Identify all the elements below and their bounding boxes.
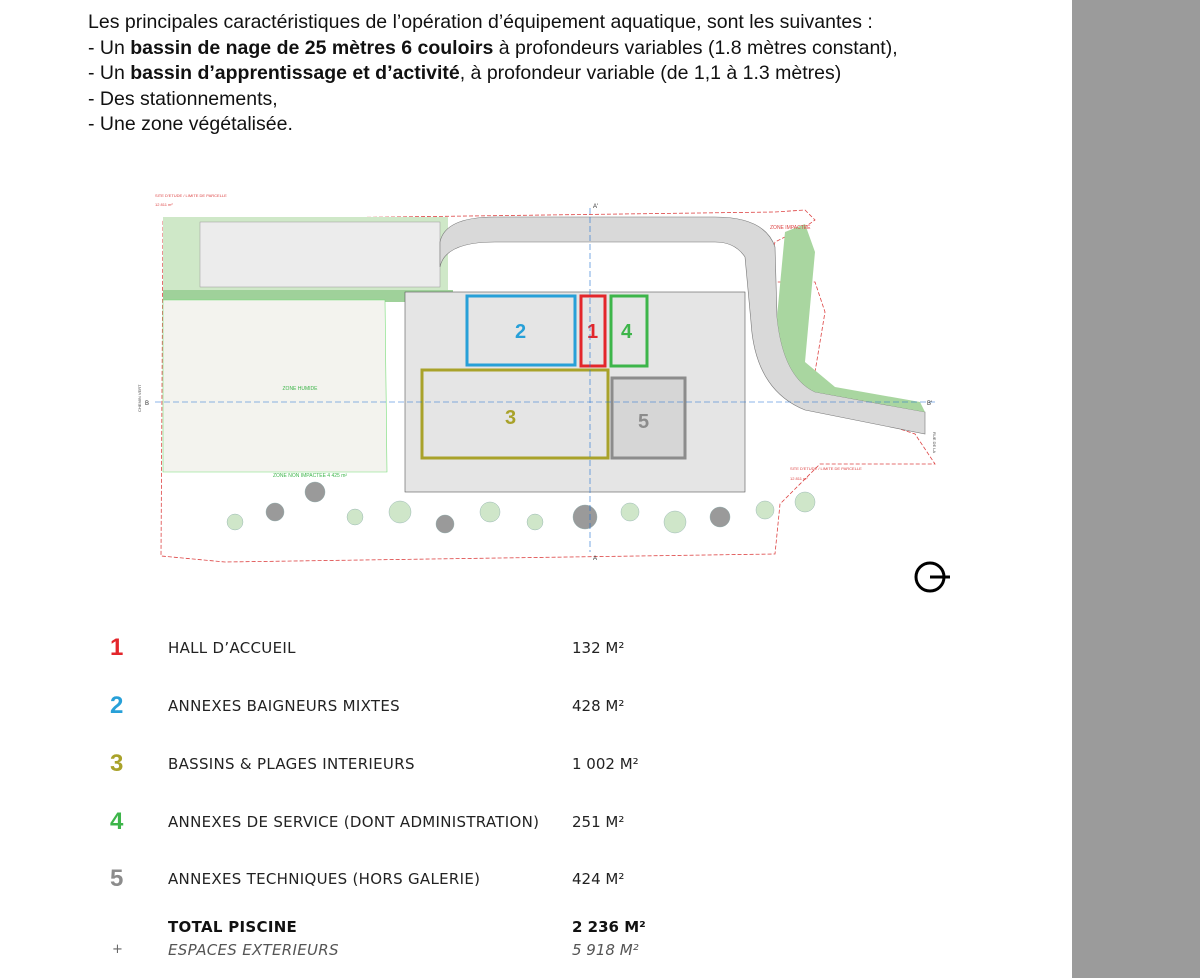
tree-icon bbox=[227, 514, 243, 530]
tree-icon bbox=[436, 515, 454, 533]
tree-icon bbox=[389, 501, 411, 523]
legend-label-5: ANNEXES TECHNIQUES (HORS GALERIE) bbox=[168, 870, 481, 888]
legend-row-1 bbox=[0, 633, 1000, 663]
parking-lot bbox=[200, 222, 440, 287]
total-label: TOTAL PISCINE bbox=[168, 918, 298, 936]
marker-a-bottom: A bbox=[593, 556, 598, 562]
legend-row-2 bbox=[0, 691, 1000, 721]
tree-icon bbox=[527, 514, 543, 530]
legend-number-3: 3 bbox=[110, 750, 124, 777]
legend-area-5: 424 M² bbox=[572, 870, 625, 888]
zone-humide-area bbox=[163, 300, 387, 472]
legend-number-5: 5 bbox=[110, 865, 124, 892]
parcel-area-right: 12 811 m² bbox=[790, 476, 808, 481]
total-area: 2 236 M² bbox=[572, 918, 646, 936]
intro-line-3-bold: bassin d’apprentissage et d’activité bbox=[130, 62, 460, 84]
marker-b-right: B' bbox=[927, 401, 933, 407]
legend-label-4: ANNEXES DE SERVICE (DONT ADMINISTRATION) bbox=[168, 813, 540, 831]
exterior-area: 5 918 M² bbox=[572, 941, 639, 959]
tree-icon bbox=[756, 501, 774, 519]
exterior-label: ESPACES EXTERIEURS bbox=[168, 941, 339, 959]
intro-line-4: - Des stationnements, bbox=[88, 87, 278, 110]
zone-5-number: 5 bbox=[638, 411, 650, 433]
legend-area-1: 132 M² bbox=[572, 639, 625, 657]
rue-label: RUE DE LA bbox=[932, 432, 937, 454]
zone-non-impactee-label: ZONE NON IMPACTEE 4 425 m² bbox=[272, 473, 348, 479]
legend-label-1: HALL D’ACCUEIL bbox=[168, 639, 296, 657]
zone-humide-label: ZONE HUMIDE bbox=[282, 386, 318, 392]
legend-area-2: 428 M² bbox=[572, 697, 625, 715]
marker-a-top: A' bbox=[593, 204, 599, 210]
intro-line-2-prefix: - Un bbox=[88, 36, 131, 59]
zone-2-number: 2 bbox=[515, 321, 527, 343]
tree-icon bbox=[573, 505, 597, 529]
zone-1-number: 1 bbox=[587, 321, 599, 343]
intro-line-5: - Une zone végétalisée. bbox=[88, 113, 293, 135]
legend-row-5 bbox=[0, 864, 1000, 894]
tree-icon bbox=[305, 482, 325, 502]
tree-icon bbox=[480, 502, 500, 522]
parcel-area-top: 12 811 m² bbox=[155, 202, 173, 207]
legend-exterior-row bbox=[0, 935, 1000, 965]
site-etude-label-top: SITE D'ETUDE / LIMITE DE PARCELLE bbox=[155, 193, 227, 198]
plus-sign: + bbox=[112, 942, 123, 957]
marker-b-left: B bbox=[145, 401, 150, 407]
legend-row-3 bbox=[0, 749, 1000, 779]
intro-line-2 bbox=[88, 36, 1048, 62]
legend-number-2: 2 bbox=[110, 692, 124, 719]
zone-impactee-label: ZONE IMPACTEE bbox=[770, 225, 811, 231]
tree-icon bbox=[266, 503, 284, 521]
tree-icon bbox=[664, 511, 686, 533]
zone-4-number: 4 bbox=[621, 321, 633, 343]
legend-number-4: 4 bbox=[110, 808, 124, 835]
intro-line-2-suffix: à profondeurs variables (1.8 mètres constant), bbox=[493, 36, 898, 59]
legend-area-3: 1 002 M² bbox=[572, 755, 639, 773]
legend-area-4: 251 M² bbox=[572, 813, 625, 831]
chemin-vert-label: CHEMIN VERT bbox=[137, 384, 142, 412]
tree-icon bbox=[347, 509, 363, 525]
legend-number-1: 1 bbox=[110, 634, 124, 661]
north-arrow-icon bbox=[916, 563, 950, 591]
legend-total-row bbox=[0, 912, 1000, 942]
zone-3-number: 3 bbox=[505, 407, 517, 429]
intro-line-3-prefix: - Un bbox=[88, 62, 131, 84]
intro-line-2-bold: bassin de nage de 25 mètres 6 couloirs bbox=[130, 36, 494, 59]
legend-label-3: BASSINS & PLAGES INTERIEURS bbox=[168, 755, 415, 773]
intro-line-3-suffix: , à profondeur variable (de 1,1 à 1.3 mètres) bbox=[459, 62, 842, 84]
intro-text bbox=[88, 10, 1048, 138]
site-plan bbox=[115, 172, 975, 612]
tree-icon bbox=[795, 492, 815, 512]
legend-label-2: ANNEXES BAIGNEURS MIXTES bbox=[168, 697, 400, 715]
site-etude-label-right: SITE D'ETUDE / LIMITE DE PARCELLE bbox=[790, 466, 862, 471]
scrollbar-track[interactable] bbox=[1072, 0, 1200, 978]
tree-icon bbox=[710, 507, 730, 527]
intro-line-1: Les principales caractéristiques de l’opération d’équipement aquatique, sont les suivantes : bbox=[88, 11, 873, 33]
legend-row-4 bbox=[0, 807, 1000, 837]
tree-icon bbox=[621, 503, 639, 521]
intro-line-3 bbox=[88, 61, 1048, 87]
